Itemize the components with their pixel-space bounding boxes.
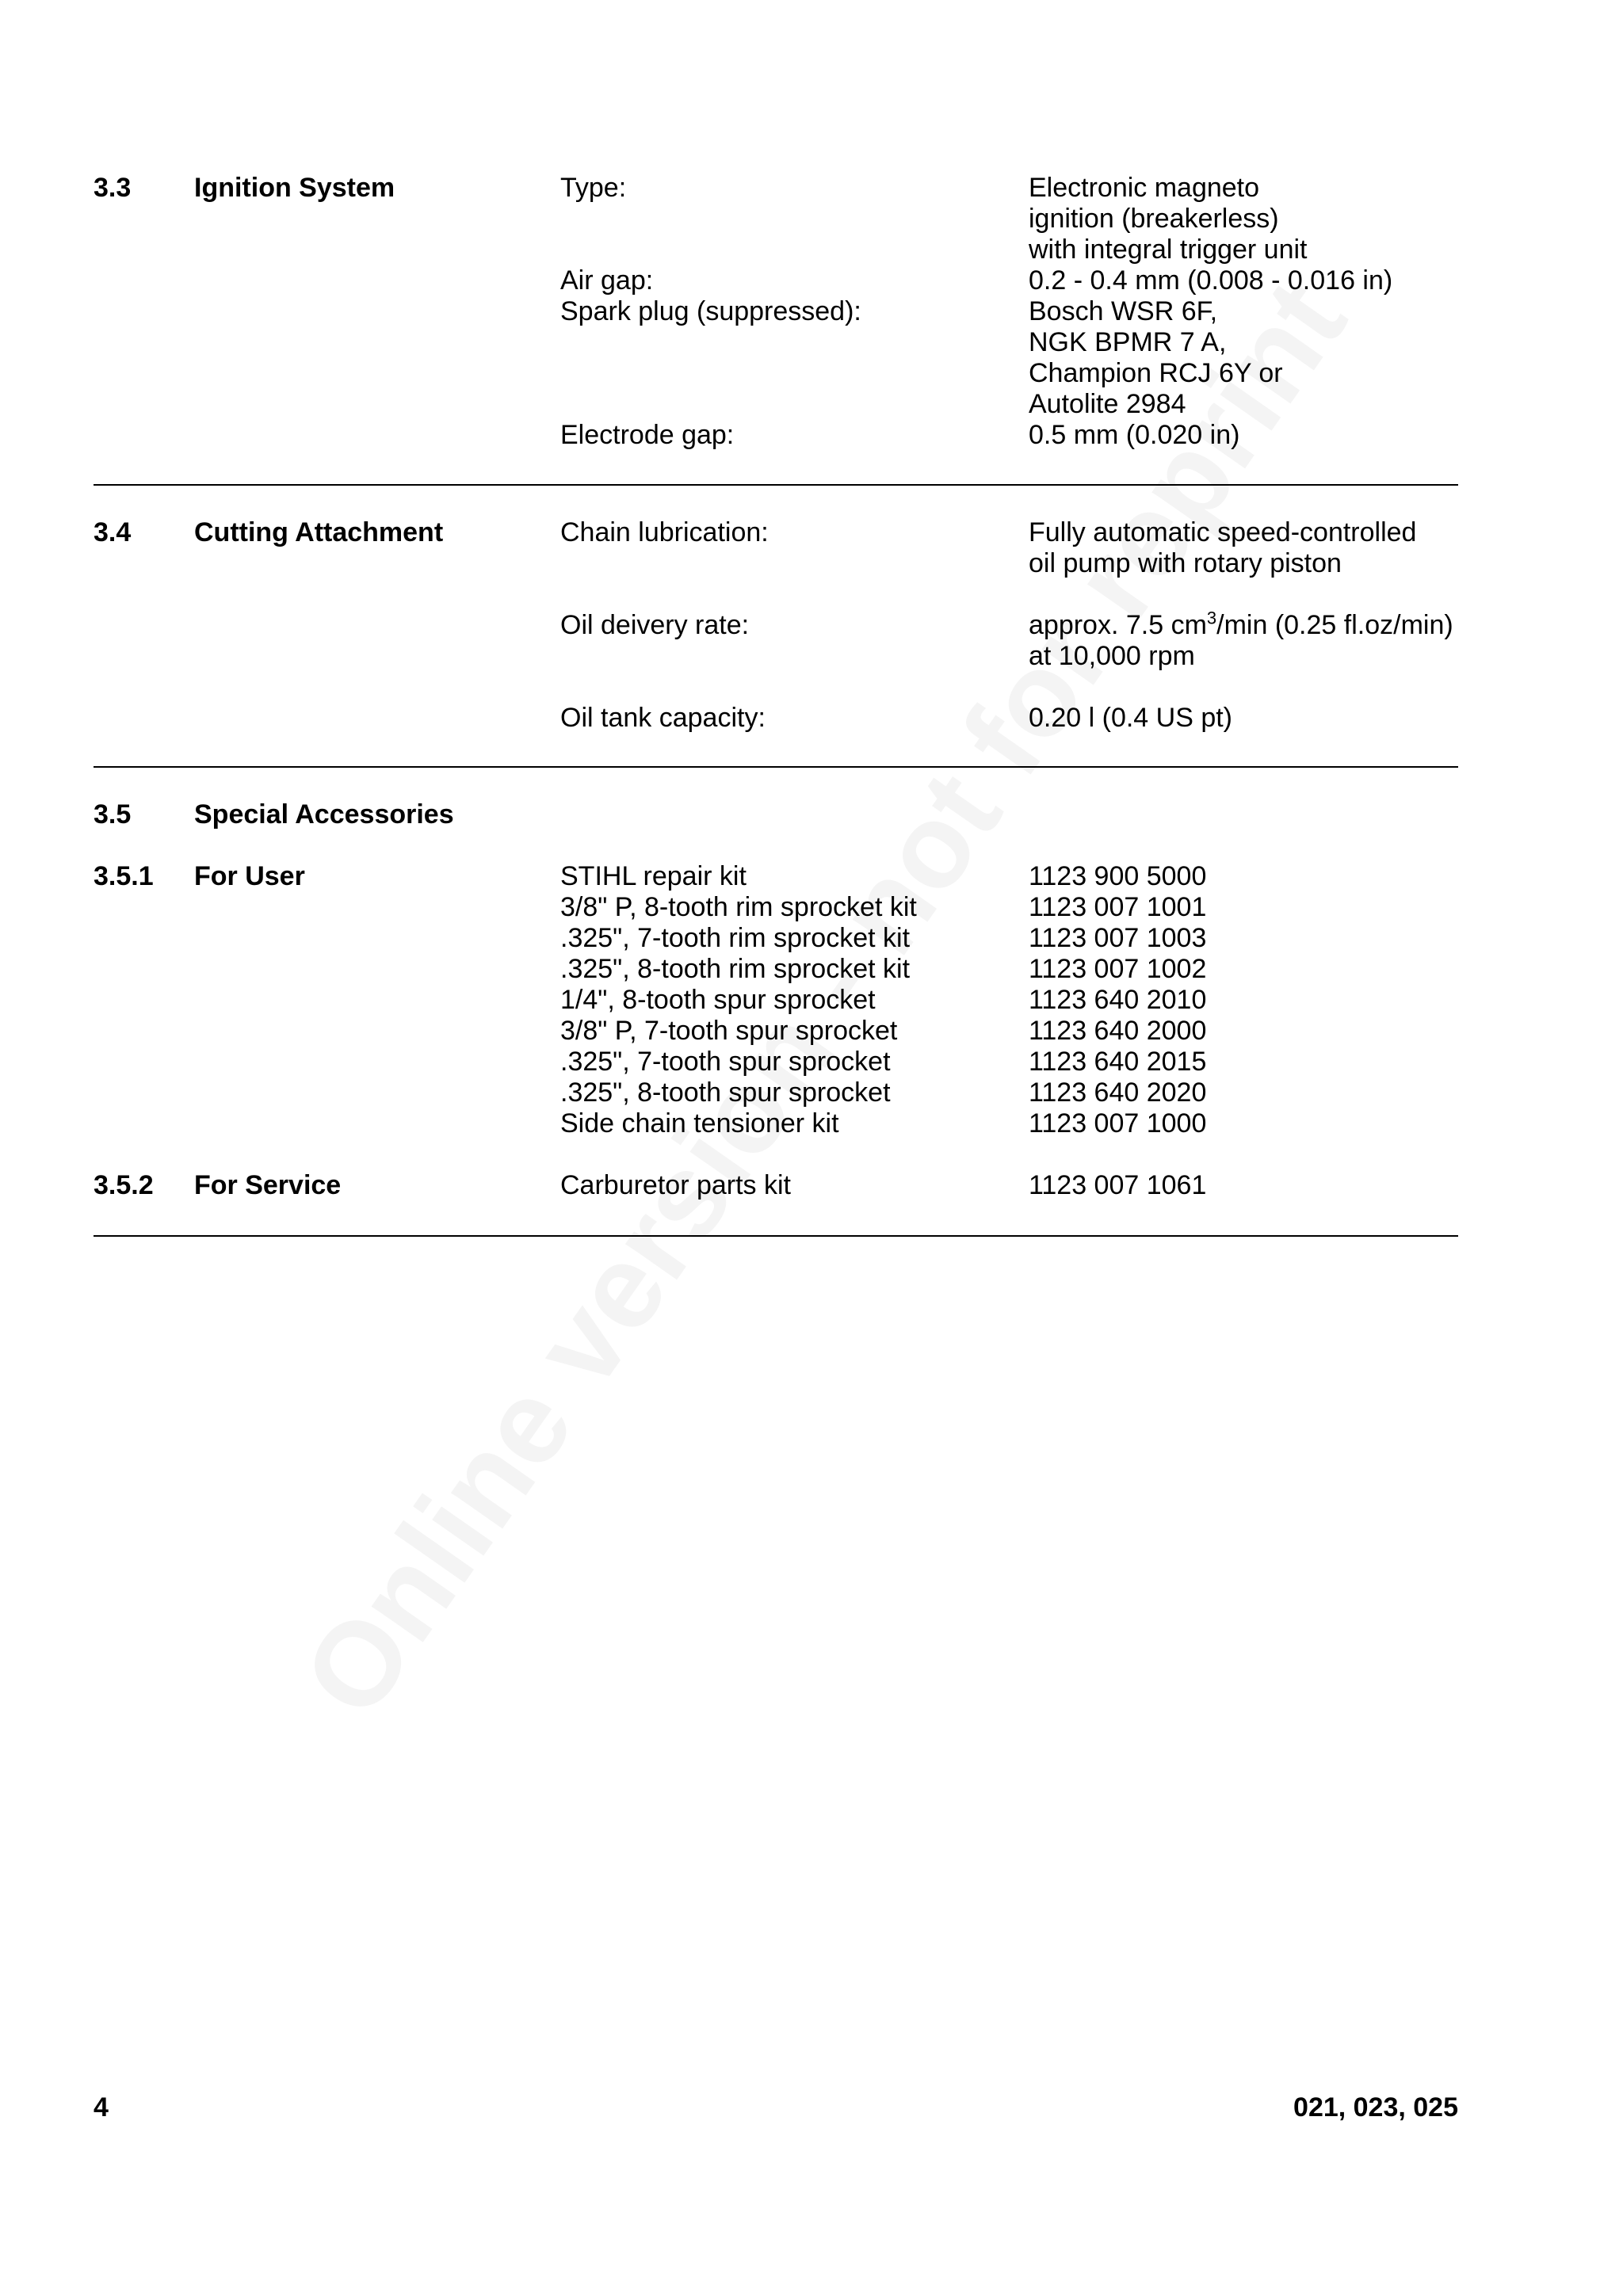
- spark-plug-value-line: NGK BPMR 7 A,: [1029, 327, 1227, 357]
- accessory-part-number: 1123 640 2020: [1029, 1077, 1207, 1108]
- accessory-part-number: 1123 900 5000: [1029, 861, 1207, 891]
- section-title-ignition-system: Ignition System: [194, 173, 395, 203]
- accessory-part-number: 1123 640 2000: [1029, 1016, 1207, 1046]
- accessory-part-number: 1123 640 2010: [1029, 985, 1207, 1015]
- section-divider: [94, 484, 1458, 486]
- spark-plug-value-line: Autolite 2984: [1029, 389, 1186, 419]
- accessory-name: .325", 7-tooth spur sprocket: [560, 1047, 891, 1077]
- accessory-part-number: 1123 640 2015: [1029, 1047, 1207, 1077]
- section-number-3-3: 3.3: [94, 173, 132, 203]
- accessory-part-number: 1123 007 1002: [1029, 954, 1207, 984]
- oil-delivery-rate-rpm: at 10,000 rpm: [1029, 641, 1195, 671]
- accessory-part-number: 1123 007 1003: [1029, 923, 1207, 953]
- accessory-name: 3/8" P, 8-tooth rim sprocket kit: [560, 892, 917, 922]
- oil-tank-capacity-label: Oil tank capacity:: [560, 703, 766, 733]
- oil-delivery-rate-label: Oil deivery rate:: [560, 610, 750, 640]
- spark-plug-label: Spark plug (suppressed):: [560, 296, 861, 326]
- accessory-name: 3/8" P, 7-tooth spur sprocket: [560, 1016, 898, 1046]
- spark-plug-value-line: Bosch WSR 6F,: [1029, 296, 1218, 326]
- section-number-3-5: 3.5: [94, 799, 132, 830]
- section-title-cutting-attachment: Cutting Attachment: [194, 517, 444, 547]
- chain-lubrication-value-line: oil pump with rotary piston: [1029, 548, 1342, 578]
- page-number: 4: [94, 2092, 109, 2122]
- chain-lubrication-label: Chain lubrication:: [560, 517, 769, 547]
- accessory-part-number: 1123 007 1000: [1029, 1108, 1207, 1138]
- section-title-special-accessories: Special Accessories: [194, 799, 454, 830]
- accessory-name: .325", 8-tooth rim sprocket kit: [560, 954, 911, 984]
- model-numbers: 021, 023, 025: [1293, 2092, 1458, 2122]
- electrode-gap-value: 0.5 mm (0.020 in): [1029, 420, 1240, 450]
- accessory-name: 1/4", 8-tooth spur sprocket: [560, 985, 876, 1015]
- spark-plug-value-line: Champion RCJ 6Y or: [1029, 358, 1283, 388]
- accessory-name: Carburetor parts kit: [560, 1170, 791, 1200]
- accessory-name: .325", 7-tooth rim sprocket kit: [560, 923, 911, 953]
- section-title-for-user: For User: [194, 861, 305, 891]
- electrode-gap-label: Electrode gap:: [560, 420, 735, 450]
- type-value-line: with integral trigger unit: [1029, 235, 1308, 265]
- accessory-part-number: 1123 007 1001: [1029, 892, 1207, 922]
- oil-delivery-rate-value: [1029, 610, 1453, 641]
- chain-lubrication-value-line: Fully automatic speed-controlled: [1029, 517, 1417, 547]
- section-number-3-4: 3.4: [94, 517, 132, 547]
- type-value-line: Electronic magneto: [1029, 173, 1260, 203]
- oil-rate-text: approx. 7.5 cm: [1029, 610, 1207, 640]
- oil-rate-unit: /min (0.25 fl.oz/min): [1216, 610, 1453, 640]
- section-divider: [94, 1235, 1458, 1237]
- accessory-name: STIHL repair kit: [560, 861, 747, 891]
- section-title-for-service: For Service: [194, 1170, 342, 1200]
- section-divider: [94, 766, 1458, 768]
- superscript-3: 3: [1206, 608, 1217, 628]
- accessory-name: Side chain tensioner kit: [560, 1108, 839, 1138]
- section-number-3-5-2: 3.5.2: [94, 1170, 154, 1200]
- air-gap-value: 0.2 - 0.4 mm (0.008 - 0.016 in): [1029, 265, 1393, 296]
- accessory-part-number: 1123 007 1061: [1029, 1170, 1207, 1200]
- section-number-3-5-1: 3.5.1: [94, 861, 154, 891]
- accessory-name: .325", 8-tooth spur sprocket: [560, 1077, 891, 1108]
- oil-tank-capacity-value: 0.20 l (0.4 US pt): [1029, 703, 1233, 733]
- type-label: Type:: [560, 173, 627, 203]
- type-value-line: ignition (breakerless): [1029, 204, 1279, 234]
- air-gap-label: Air gap:: [560, 265, 654, 296]
